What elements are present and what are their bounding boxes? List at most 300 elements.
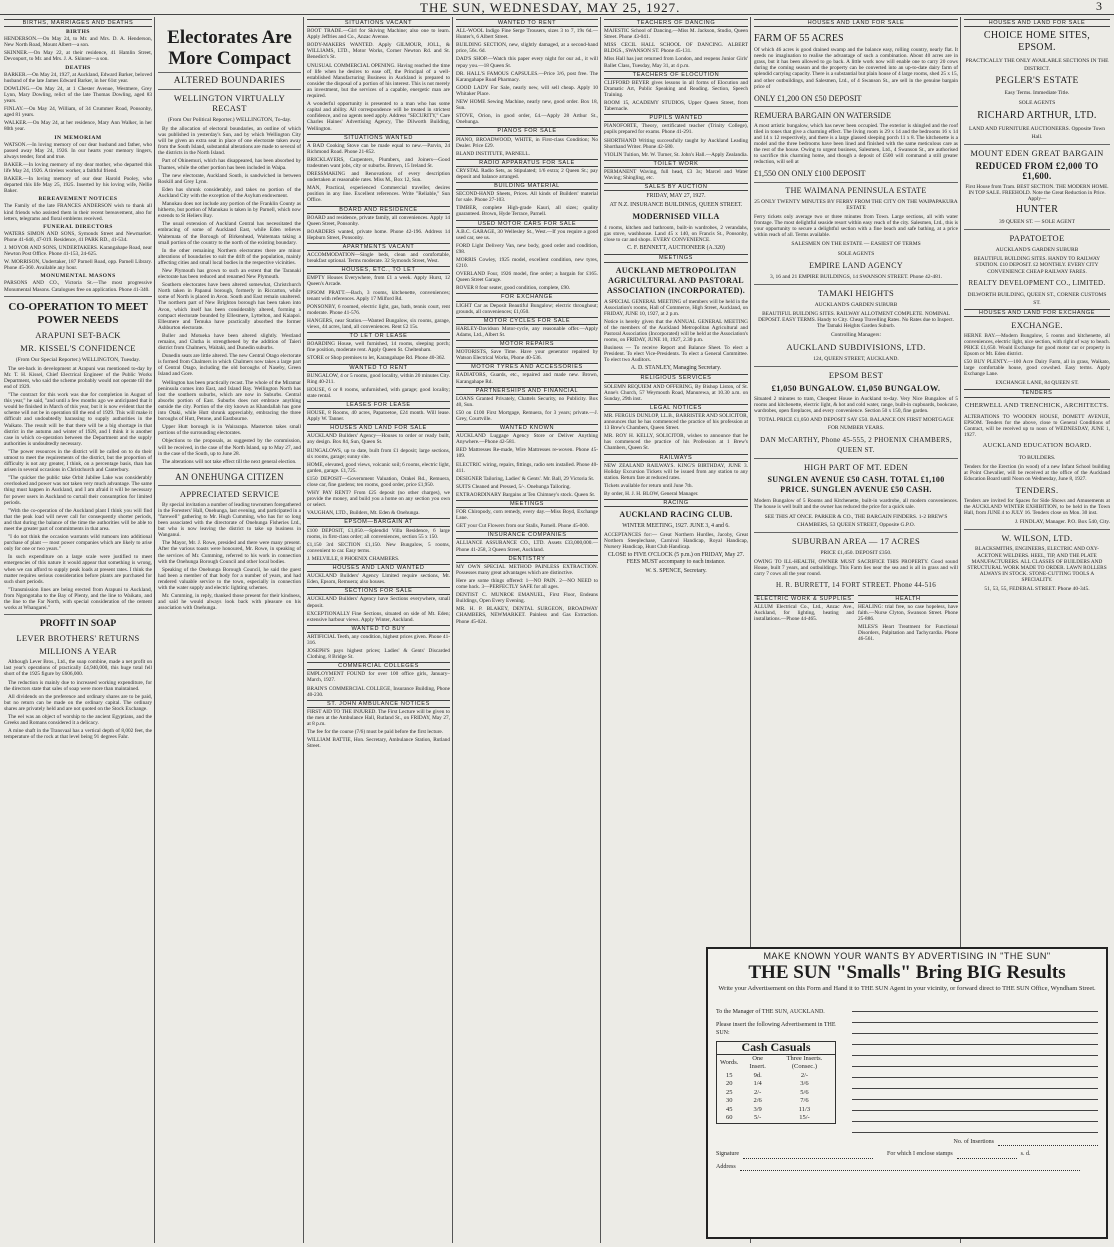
- ad-body: First House from Tram. BEST SECTION. THE MODERN HOME. IN TOP SALE. FREEHOLD. Note the Great Reduction in Price. Apply—: [965, 184, 1109, 203]
- meeting-body2: Notice is hereby given that the ANNUAL GENERAL MEETING of the members of the Auckland Metropolitan Agricultural and Pastoral Association (Incorporated) will be held at the Association's rooms, on FRIDAY, JUNE 10, 1927, 2.30 p.m.: [604, 318, 748, 344]
- divider: [754, 284, 958, 285]
- meeting-title: AUCKLAND METROPOLITAN AGRICULTURAL AND PASTORAL ASSOCIATION (INCORPORATED).: [606, 265, 746, 295]
- rate-words: 45: [725, 1105, 733, 1113]
- paragraph: Speaking of the Onehunga Borough Council, he said the guest had been a member of that body for a number of years, and had rendered valuable service to the town, especially in connection with the water supply and electric lighting schemes.: [158, 566, 301, 591]
- section-heading: MOTOR CYCLES FOR SALE: [456, 317, 598, 325]
- ad-body: Situated 2 minutes to tram, Cheapest House in Auckland to-day. Very Nice Bungalow of 5 rooms and kitchenette, electric light, & hot and cold water, range, built-in cupboards, bookcase, wardrobes, open fireplaces, and every convenience. Section 50 x 150, fine garden.: [754, 396, 958, 415]
- masthead-title: THE SUN, WEDNESDAY, MAY 25, 1927.: [420, 0, 681, 15]
- classified-ad: SHORTHAND Writing successfully taught by Auckland Leading Shorthand Writer. Phone 42-580.: [604, 137, 748, 150]
- ad-body: BEAUTIFUL BUILDING SITES. RAILWAY ALLOTMENT COMPLETE. NOMINAL DEPOSIT. EASY TERMS. Handy to City. Cheap Travelling Rates. No Rates due to Inspect. The Tamaki Heights Garden Suburb.: [758, 310, 954, 329]
- classified-ad: FIRST AID TO THE INJURED. The First Lecture will be given to the men at the Ambulance Hall, Rutland St., on FRIDAY, May 27, at 8 p.m.: [307, 708, 450, 727]
- notice: BAKER.—In loving memory of my dear mother, who departed this life May 24, 1926. A tireless worker, a faithful friend.: [4, 161, 152, 174]
- dateline: (From Our Political Reporter.) WELLINGTON, To-day.: [167, 117, 292, 123]
- rate-three: 11/3: [798, 1105, 811, 1113]
- ad-body: OWING TO ILL-HEALTH, OWNER MUST SACRIFICE THIS PROPERTY. Good sound House, built 7 years, and outbuildings. This Farm lies near the sea and is all in grass and will carry 7 cows all the year round.: [754, 558, 958, 577]
- ad-address: 51, 53, 55, FEDERAL STREET. Phone 40-345.: [984, 586, 1090, 592]
- article-subhead: MILLIONS A YEAR: [39, 646, 117, 657]
- ad-advertiser: REALTY DEVELOPMENT CO., LIMITED.: [968, 278, 1106, 287]
- section-heading: HOUSES AND LAND FOR SALE: [964, 19, 1110, 27]
- paragraph: "With the co-operation of the Auckland plant I think you will find that the peak load will never call for consequently shorter periods, and that during the balance of the time the authorities will be able to meet the greater part of commitments in that area.: [4, 507, 152, 532]
- classified-ad: SOLEMN REQUIEM AND OFFERING, By Bishop Liston, of St. Anne's Church, 57 Weymouth Road, Manurewa, at 10.30 a.m. on Sunday, 29th inst.: [604, 383, 748, 402]
- ad-address: EXCHANGE LANE, 84 QUEEN ST.: [995, 380, 1079, 387]
- signature-row: [716, 1151, 1098, 1159]
- rate-row: [717, 1080, 835, 1089]
- monumental-label: MONUMENTAL MASONS: [40, 273, 116, 280]
- auction-place: AT N.Z. INSURANCE BUILDINGS, QUEEN STREET.: [609, 202, 743, 209]
- section-heading: TEACHERS OF DANCING: [604, 19, 748, 27]
- section-heading: MOTOR REPAIRS: [456, 340, 598, 348]
- paragraph: Wellington has been practically recast. The whole of the Miramar peninsula comes into East, and Island Bay. Wellington North has lost the southern suburbs, which are now in Suburbs. Central absorbs portion of East. Suburbs does not embrace anything outside the city. Portion of the city known as Khandallah has gone into Otaki, while Hutt shrunk appreciably, embracing the three boroughs of Hutt, Petone, and Eastbourne.: [158, 379, 301, 423]
- section-heading: APARTMENTS VACANT: [307, 243, 450, 251]
- ad-advertiser: AUCKLAND SUBDIVISIONS, LTD.: [786, 342, 926, 353]
- auction-date: FRIDAY, MAY 27, 1927.: [646, 193, 706, 200]
- ad-advertiser: EMPIRE LAND AGENCY: [809, 261, 903, 271]
- divider: [158, 72, 301, 73]
- section-heading: PUPILS WANTED: [604, 114, 748, 122]
- section-heading: HOUSES, ETC., TO LET: [307, 266, 450, 274]
- ad-body: Ferry tickets only average two or three minutes from Town. Large sections, all with water frontage. The most delightful seaside resort within easy reach of the city. Salesmen, Ltd., this is your opportunity to secure a delightful section with a fine beach and safe bathing, at a price within reach of all. Terms available.: [754, 213, 958, 239]
- section-heading: EPSOM—BARGAIN AT: [307, 518, 450, 526]
- paragraph: Mr. Cumming, in reply, thanked those present for their kindness, and said he would always look back with pleasure on his association with Onehunga.: [158, 593, 301, 612]
- classified-ad: £150 DEPOSIT—Government Valuation, Orakei Rd., Remuera, close car, fine gardens; ten rooms, good order, price £1,950.: [307, 475, 450, 488]
- notice: HEALING: trial free, no case hopeless, have faith.—Nurse Clyton, Swanson Street. Phone 25-886.: [858, 603, 958, 623]
- classified-ad: ROVER 8 four seater, good condition, complete, £90.: [456, 285, 571, 292]
- racing-body: ACCEPTANCES for:— Great Northern Hurdles, Jacoby, Great Northern Steeplechase, Carnival Handicap, Royal Handicap, Nursery Handicap, Hunt Club Handicap.: [604, 532, 748, 551]
- classified-ad: EMPLOYMENT FOUND for over 100 office girls, January–March, 1927.: [307, 671, 450, 684]
- notice: WATERS SIMON AND SONS, Symonds Street and Newmarket. Phone 41-646, 47-019. Residence, 41 PARK RD., 41-534.: [4, 230, 152, 243]
- section-heading: RACING: [604, 499, 748, 507]
- ad-body: Tenders for the Erection (in wood) of a new Infant School building at Point Chevalier, will be received at the office of the Auckland Education Board until Noon on Wednesday, June 8, 1927.: [964, 463, 1110, 483]
- rate-three: 15/-: [799, 1114, 810, 1121]
- article-subhead: ALTERED BOUNDARIES: [173, 76, 286, 86]
- ad-address: 3, 16 and 21 EMPIRE BUILDINGS, 14 SWANSON STREET. Phone 42-481.: [770, 274, 942, 281]
- ad-address: DILWORTH BUILDING, QUEEN ST., CORNER CUSTOMS ST.: [967, 291, 1107, 306]
- classified-ad: BUILDING SECTION, new, slightly damaged, at a second-hand price, 56s. 6d.: [456, 42, 598, 55]
- section-heading: HOUSES AND LAND WANTED: [307, 564, 450, 572]
- section-heading: MEETINGS: [456, 500, 598, 508]
- divider: [964, 229, 1110, 230]
- classified-ad: Here are some things offered: 1—NO PAIN. 2—NO NEED to come back. 3—PERFECTLY SAFE for all ages.: [456, 577, 598, 591]
- classified-ad: BED Mattresses Re-made, Wire Mattresses re-woven. Phone 45-109.: [456, 447, 598, 460]
- rate-table-title: Cash Casuals: [717, 1042, 835, 1055]
- rate-table-grid: [717, 1055, 835, 1123]
- ad-address: 124, QUEEN STREET, AUCKLAND.: [813, 356, 899, 363]
- rate-one: 2/-: [754, 1088, 762, 1096]
- rate-three: 7/6: [800, 1097, 809, 1104]
- paragraph: By the allocation of electoral boundaries, an outline of which was published in yesterday's Sun, and by which Wellington City will be given an extra seat in place of one electorate taken away from the South Island, substantial alterations are made to several of the districts in the North Island.: [158, 126, 301, 157]
- classified-ad: MAN, Practical, experienced Commercial traveller, desires position in any line. Excellent references. Write "Reliable," Sun Office.: [307, 185, 450, 204]
- ad-address: 39 QUEEN ST. — SOLE AGENT: [999, 219, 1075, 226]
- auction-by: C. F. BENNETT, AUCTIONEER (A.320): [627, 245, 725, 252]
- classified-ad: WILLIAM BATTIE, Hon. Secretary, Ambulance Station, Rutland Street.: [307, 737, 450, 750]
- ad-advertiser: RICHARD ARTHUR, LTD.: [977, 110, 1097, 122]
- notice: MILES'S Heart Treatment for Functional Disorders, Palpitation and Tachycardia. Phone 46-561.: [858, 624, 958, 643]
- divider: [964, 529, 1110, 530]
- classified-ad: STOVE, Orion, in good order, £4.—Apply 28 Arthur St., Onehunga.: [456, 113, 598, 126]
- section-heading: LEASES FOR LEASE: [307, 401, 450, 409]
- section-heading: TOILET WORK: [604, 160, 748, 168]
- ad-title: PAPATOETOE: [1009, 233, 1065, 244]
- classified-ad: By order, H. J. H. BLOW, General Manager.: [604, 490, 699, 497]
- divider: [158, 485, 301, 486]
- small-ads-row: [754, 593, 958, 645]
- write-line[interactable]: [852, 1056, 1098, 1067]
- divider: [158, 468, 301, 469]
- ad-title: CHERWELL AND TRENCHICK, ARCHITECTS.: [965, 401, 1109, 409]
- classified-ad: Miss Hall has just returned from London, and reopens Junior Girls' Ballet Class, Tuesday, May 31, at 4 p.m.: [604, 56, 748, 69]
- write-line[interactable]: [852, 1034, 1098, 1045]
- classified-ad: HOUSE, 6 or 8 rooms, unfurnished, with garage; good locality; state rental.: [307, 386, 450, 399]
- auction-desc: 4 rooms, kitchen and bathroom, built-in wardrobes, 2 verandahs, gas stove, washhouse. Land 45 x 140, on Francis St., Ponsonby, close to car and shops. EVERY CONVENIENCE.: [604, 225, 748, 244]
- section-heading: RAILWAYS: [604, 454, 748, 462]
- ad-footer: SOLE AGENTS: [1018, 100, 1056, 107]
- section-heading: SITUATIONS VACANT: [307, 19, 450, 27]
- address-label: Address: [716, 1163, 736, 1170]
- rate-three: 5/6: [800, 1088, 809, 1096]
- ad-body: ALTERATIONS TO WOODEN HOUSE, DOMETT AVENUE, EPSOM. Tenders for the above, close to General Conditions of Contract, will be received up to noon of WEDNESDAY, JUNE 1, 1927.: [964, 413, 1110, 438]
- ad-body: Easy Terms. Immediate Title.: [1004, 90, 1070, 97]
- classified-ad: £100 DEPOSIT, £1,050.—Splendid Villa Residence, 6 large rooms, in first-class order; all conveniences, section 55 x 150.: [307, 527, 450, 540]
- divider: [754, 182, 958, 183]
- insertions-row: [716, 1139, 1098, 1147]
- enclose-tail: s. d.: [1020, 1151, 1031, 1157]
- rate-one: 2/6: [753, 1097, 762, 1104]
- ad-title: AUCKLAND EDUCATION BOARD.: [982, 441, 1092, 449]
- classified-ad: A.B.C. GARAGE, 30 Wellesley St., West.—If you require a good used car, see us.: [456, 228, 598, 241]
- form-lines[interactable]: [852, 1001, 1098, 1133]
- write-line[interactable]: [852, 1023, 1098, 1034]
- ad-advertiser: HUNTER: [1015, 204, 1059, 216]
- enclose-field[interactable]: [957, 1151, 1017, 1159]
- ad-advertiser: SEE THIS AT ONCE. PARKER & CO., THE BARGAIN FINDERS. 1-2 BREW'S CHAMBERS, 53 QUEEN STREET, Opposite G.P.O.: [764, 513, 948, 528]
- classified-ad: £1,150 3rd SECTION £1,150. New Bungalow, 5 rooms, convenient to car. Easy terms.: [307, 541, 450, 554]
- notice: ALLUM Electrical Co., Ltd., Anzac Ave., Auckland, for lighting, heating and installations.—Phone 44-465.: [754, 603, 854, 623]
- insertions-label: No. of Insertions: [953, 1138, 994, 1145]
- form-banner: MAKE KNOWN YOUR WANTS BY ADVERTISING IN "THE SUN": [763, 951, 1051, 961]
- classified-ad: CLIFFORD BEYER gives lessons in all forms of Elocution and Dramatic Art, Public Speaking and Reading. Section, Speech Training.: [604, 79, 748, 98]
- classified-ad: RADIATORS, Guards, etc., repaired and made new. Brown, Karangahape Rd.: [456, 372, 598, 385]
- rate-three: 3/6: [800, 1080, 809, 1087]
- column-1: [4, 17, 152, 1243]
- write-line[interactable]: [852, 1012, 1098, 1023]
- rate-one: 5/-: [754, 1114, 762, 1121]
- classified-ad: PIANO, BROADWOOD, WHITE, in First-class Condition; No Dealer. Price £29.: [456, 136, 598, 149]
- deaths-label: DEATHS: [65, 64, 91, 71]
- column-rule: [452, 17, 453, 1243]
- ad-price: PRICE £1,450. DEPOSIT £350.: [820, 549, 892, 556]
- notice: BARKER.—On May 24, 1927, at Auckland, Edward Barker, beloved husband of the late James Edward Barker, in her 61st year.: [4, 71, 152, 84]
- masthead: [0, 0, 1114, 15]
- classified-ad: LIGHT Car as Deposit Beautiful Bungalow; electric throughout; grounds, all conveniences; £1,050.: [456, 302, 598, 315]
- section-heading: HOUSES AND LAND FOR SALE: [754, 19, 958, 27]
- paragraph: Dunedin seats are little altered. The new Central Otago electorate is formed from Chalmers in which Chalmers now takes a large part of Central Otago, including the old boroughs of Naseby, Green Island and Gore.: [158, 353, 301, 378]
- column-4: [456, 17, 598, 1243]
- ad-title: MOUNT EDEN GREAT BARGAIN: [970, 148, 1104, 159]
- section-heading: TENDERS: [964, 389, 1110, 397]
- divider: [754, 458, 958, 459]
- classified-ad: DAD'S SHOP.—Watch this paper every night for our ad., it will repay you.—18 Queen St.: [456, 56, 598, 69]
- classified-ad: AUCKLAND Luggage Agency Store or Deliver Anything Anywhere.—Phone 42-581.: [456, 433, 598, 446]
- bereavement-label: BEREAVEMENT NOTICES: [38, 196, 118, 203]
- section-heading: RADIO APPARATUS FOR SALE: [456, 159, 598, 167]
- divider: [158, 89, 301, 90]
- classified-ad: GOOD LADY For Sale, nearly new, will sell cheap. Apply 10 Whitaker Place.: [456, 84, 598, 97]
- classified-ad: SECOND-HAND Sheets, Prices. All kinds of Builders' material for sale. Phone 27-103.: [456, 191, 598, 204]
- notice: J. MOYOR AND SONS, UNDERTAKERS. Karangahape Road, near Newton Post Office. Phone 41-153, 24-625.: [4, 245, 152, 258]
- paragraph: New Plymouth has grown to such an extent that the Taranaki electorate has been reduced and renamed New Plymouth.: [158, 267, 301, 281]
- address-row: [716, 1164, 1098, 1172]
- rate-words: 60: [725, 1114, 733, 1121]
- notice: FINLAY.—On May 24, William, of 34 Crummer Road, Ponsonby, aged 81 years.: [4, 106, 152, 119]
- article-subhead: ARAPUNI SET-BACK: [35, 329, 121, 340]
- ad-subtitle: TO BUILDERS.: [1018, 454, 1056, 461]
- racing-close: CLOSE to FIVE O'CLOCK (5 p.m.) on FRIDAY, May 27. FEES MUST accompany to each instance.: [607, 552, 745, 566]
- classified-ad: OVERLAND Four, 1926 model, fine order; a bargain for £165. Queen Street Garage.: [456, 271, 598, 284]
- ad-title: TENDERS.: [1015, 485, 1059, 496]
- rate-three: 2/-: [800, 1071, 809, 1079]
- ad-address: LAND AND FURNITURE AUCTIONEERS. Opposite Town Hall.: [968, 126, 1106, 141]
- column-2: [158, 17, 301, 1243]
- section-heading: SITUATIONS WANTED: [307, 134, 450, 142]
- classified-ad: ROOM 15, ACADEMY STUDIOS, Upper Queen Street, from Tabernacle.: [604, 100, 748, 113]
- section-heading: LEGAL NOTICES: [604, 404, 748, 412]
- section-heading: HOUSES AND LAND FOR SALE: [307, 424, 450, 432]
- section-heading: WANTED TO RENT: [456, 19, 598, 27]
- paragraph: The alterations will not take effect till the next general election.: [162, 458, 297, 465]
- paragraph: Eden has shrunk considerably, and takes no portion of the Auckland City with the exception of the Asylum endowment.: [158, 186, 301, 199]
- paragraph: The new electorate, Auckland South, is sandwiched in between Roskill and Grey Lynn.: [158, 172, 301, 185]
- ad-price: REDUCED FROM £2,000 TO £1,600.: [975, 161, 1099, 182]
- signature-field[interactable]: [743, 1151, 873, 1159]
- rate-words: 15: [725, 1071, 733, 1079]
- classified-ad: HANGERS, near Station.—Wanted Bungalow, six rooms, garage, views, 44 acres, land, all conveniences. Rent £2 15s.: [307, 317, 450, 331]
- classified-ad: TIMBER, complete High-grade Kauri, all sizes; quality guaranteed. Brown, Hyde Terrace, Parnell.: [456, 205, 598, 218]
- paragraph: Part of Ohinemuri, which has disappeared, has been absorbed by Thames, while the other portion has been included in Waipa.: [158, 158, 301, 171]
- write-line[interactable]: [852, 1078, 1098, 1089]
- column-rule: [600, 17, 601, 1243]
- rate-words: 20: [725, 1080, 733, 1087]
- classified-ad: WHY PAY RENT? From £25 deposit (no other charges), we provide the money, and build you a home on any section you own or select.: [307, 490, 450, 509]
- notice: WALKER.—On May 24, at her residence, Mary Ann Walker, in her 80th year.: [4, 120, 152, 133]
- write-line[interactable]: [852, 1111, 1098, 1122]
- form-body: [716, 1001, 1098, 1133]
- signature-label: Signature: [716, 1151, 739, 1157]
- ad-subtitle: 25 ONLY TWENTY MINUTES BY FERRY FROM THE CITY ON THE WAIPAPAKURA ESTATE: [754, 198, 958, 212]
- ad-footer: SOLE AGENTS: [837, 251, 875, 258]
- paragraph: The eel was an object of worship to the ancient Egyptians, and the Greeks and Romans considered it a delicacy.: [4, 713, 152, 727]
- classified-ad: MY OWN SPECIAL METHOD PAINLESS EXTRACTION. Possesses many great advantages which are distinctive.: [456, 563, 598, 576]
- classified-ad: BRAIN'S COMMERCIAL COLLEGE, Insurance Building, Phone 40-230.: [307, 685, 450, 698]
- section-heading: MOTOR TYRES AND ACCESSORIES: [456, 363, 598, 371]
- classified-ad: ELECTRIC wiring, repairs, fittings, radio sets installed. Phone 40-411.: [456, 461, 598, 474]
- classified-ad: A wonderful opportunity is presented to a man who has some capital and ability. All correspondence will be treated in strictest confidence, and no agents need apply. Address "SECURITY," Care Charles Haines' Advertising Agency, The Dilworth Building, Wellington.: [307, 101, 450, 132]
- paragraph: "The quicker the public take Orbit Jubilee Lake was considerably overlooked and power was not taken very much advantage. The same thing must happen in Auckland, and I am afraid it will be necessary for power users in Auckland to curtail their consumption for limited periods.: [4, 475, 152, 506]
- classified-ad: AUCKLAND Builders' Agency Limited require sections, Mt. Eden, Epsom, Remuera; also houses.: [307, 573, 450, 586]
- section-heading: COMMERCIAL COLLEGES: [307, 662, 450, 670]
- dateline: (From Our Special Reporter.) WELLINGTON, Tuesday.: [15, 356, 141, 363]
- auction-title: MODERNISED VILLA: [632, 212, 720, 222]
- column-7: [964, 17, 1110, 942]
- rate-table-header: [717, 1055, 835, 1072]
- ad-price: £1,050 BUNGALOW. £1,050 BUNGALOW.: [771, 383, 941, 394]
- write-line[interactable]: [852, 1100, 1098, 1111]
- ad-advertiser: DAN McCARTHY, Phone 45-555, 2 PHOENIX CHAMBERS, QUEEN ST.: [760, 436, 952, 455]
- classified-ad: HARLEY-Davidson Motor-cycle, any reasonable offer.—Apply Adams, Ltd., Albert St.: [456, 325, 598, 338]
- classified-ad: MISS CECIL HALL SCHOOL OF DANCING. ALBERT BLDGS., SWANSON ST. Phone 45-131.: [604, 42, 748, 55]
- classified-ad: ALLIANCE ASSURANCE CO., LTD. Assets £33,000,000.—Phone 41-258, 3 Queen Street, Auckland.: [456, 540, 598, 553]
- form-addressee: To the Manager of THE SUN, AUCKLAND.: [716, 1008, 825, 1015]
- ad-advertiser: H. R. BURRETT, 14 FORT STREET. Phone 44-516: [775, 580, 937, 589]
- notice: The Family of the late FRANCES ANDERSON wish to thank all kind friends who assisted them in their recent bereavement, also for letters, telegrams and floral emblems received.: [4, 203, 152, 222]
- ad-title: THE WAIMANA PENINSULA ESTATE: [785, 185, 927, 195]
- article-subhead: WELLINGTON VIRTUALLY RECAST: [173, 93, 286, 113]
- paragraph: Southern electorates have been altered somewhat, Christchurch North taken in Papanui borough, formerly in Riccarton, while some of North is placed in Avon. South and East remain unaltered. The northern part of New Brighton borough has been taken into Avon, which itself has been considerably altered, forming a compact electorate bounded by Ellesmere, Lyttelton, and Kaiapoi. Ellesmere and Temuka have practically absorbed the former Ashburton electorate.: [158, 282, 301, 331]
- insertions-field[interactable]: [998, 1139, 1098, 1147]
- meeting-body: A SPECIAL GENERAL MEETING of members will be held in the Association's rooms, Hall of Commerce, High Street, Auckland, on FRIDAY, JUNE 10, 1927, at 2 p.m.: [604, 298, 748, 317]
- article-headline: AN ONEHUNGA CITIZEN: [175, 471, 284, 482]
- classified-ad: MAJESTIC School of Dancing.—Miss M. Jackson, Studio, Queen Street. Phone 43-041.: [604, 28, 748, 41]
- classified-ad: DESIGNER Tailoring, Ladies' & Gents'. Mr. Ball, 29 Victoria St.: [456, 475, 595, 482]
- classified-ad: BUNGALOWS, up to date, built from £1 deposit; large sections, six rooms, garage; sunny site.: [307, 447, 450, 460]
- classified-ad: PERMANENT Waving, full head, £3 3s; Marcel and Water Waving; Shingling, etc.: [604, 168, 748, 181]
- classified-order-form: [706, 947, 1108, 1239]
- ad-body: Tenders are invited for Spaces for Side Shows and Amusements at the AUCKLAND WINTER EXHIBITION, to be held in the Town Hall, from JUNE 4 to JULY 16. Tenders close on Mon. 30 inst.: [964, 498, 1110, 517]
- ad-title: PEGLER'S ESTATE: [995, 76, 1079, 87]
- page-number: 3: [1096, 0, 1102, 13]
- funeral-label: FUNERAL DIRECTORS: [43, 223, 113, 230]
- ad-title: REMUERA BARGAIN ON WATERSIDE: [754, 111, 891, 121]
- ad-price: ONLY £1,200 ON £50 DEPOSIT: [754, 93, 862, 103]
- classified-ad: BLAND INSTITUTE, PARNELL.: [456, 150, 530, 157]
- paragraph: Objections to the proposals, as suggested by the commission, will be received, in the case of the North Island, up to May 27, and in the case of the South, up to June 28.: [158, 438, 301, 457]
- classified-ad: MR. ROY H. KELLY, SOLICITOR, wishes to announce that he has commenced the practice of his Profession at 1 Brew's Chambers, Queen St.: [604, 433, 748, 452]
- ad-subtitle: AUCKLAND'S GARDEN SUBURB: [814, 301, 898, 308]
- section-heading: PIANOS FOR SALE: [456, 127, 598, 135]
- births-label: BIRTHS: [66, 29, 90, 36]
- ad-body: Modern Bungalow of 5 Rooms and Kitchenette, built-in wardrobe, all modern conveniences. The house is well built and the owner has reduced the price for a quick sale.: [754, 498, 958, 511]
- classified-ad: DRESSMAKING and Renovations of every description undertaken at reasonable rates. Miss M., Box 12, Sun.: [307, 171, 450, 184]
- section-heading: HEALTH: [858, 595, 958, 603]
- rate-one: 1/4: [753, 1080, 762, 1087]
- classified-ad: MR. FERGUS DUNLOP, LL.B., BARRISTER AND SOLICITOR, announces that he has commenced the practice of his profession at 13 Brew's Chambers, Queen Street.: [604, 412, 748, 432]
- classified-ad: MR. H. P. BLAKEY, DENTAL SURGEON, BROADWAY CHAMBERS, NEWMARKET. Painless and Gas Extraction. Phone 45-024.: [456, 606, 598, 625]
- address-field[interactable]: [740, 1164, 1080, 1172]
- section-heading: ELECTRIC WORK & SUPPLIES: [754, 595, 854, 603]
- section-heading: USED MOTOR CARS FOR SALE: [456, 220, 598, 228]
- meeting-by: A. D. STANLEY, Managing Secretary.: [630, 365, 722, 372]
- section-heading: PARTNERSHIPS AND FINANCIAL: [456, 387, 598, 395]
- divider: [964, 144, 1110, 145]
- classified-ad: EXTRAORDINARY Bargains at Ten Chimney's stock. Queen St.: [456, 491, 596, 498]
- section-heading: ST. JOHN AMBULANCE NOTICES: [307, 700, 450, 708]
- section-heading: WANTED TO BUY: [307, 625, 450, 633]
- write-line[interactable]: [852, 1122, 1098, 1133]
- rate-row: [717, 1072, 835, 1081]
- column-rule: [303, 17, 304, 1243]
- rate-row: [717, 1097, 835, 1106]
- article-headline: PROFIT IN SOAP: [39, 619, 117, 630]
- ad-price: SUNGLEN AVENUE £50 CASH. TOTAL £1,100 PRICE. SUNGLEN AVENUE £50 CASH.: [767, 475, 945, 495]
- rate-one: 9d.: [753, 1071, 762, 1079]
- classified-ad: LOANS Granted Privately, Chattels Security, no Publicity. Box 40, Sun.: [456, 395, 598, 408]
- column-rule: [154, 17, 155, 1243]
- divider: [754, 106, 958, 107]
- section-heading: WANTED KNOWN: [456, 424, 598, 432]
- classified-ad: ALL-WOOL Indigo Fine Serge Trousers, sizes 3 to 7, 19s 6d.—Hunter's, 6 Albert Street.: [456, 28, 598, 41]
- paragraph: "Transmission lines are being erected from Arapuni to Auckland, from Ngongotaha to the Bay of Plenty, and the line to Waikato, and the line to the Far North, with special consideration of the cement works at Whangarei.": [4, 586, 152, 612]
- ad-footer: Controlling Managers:: [831, 332, 881, 339]
- electric-section: [754, 593, 854, 645]
- ad-title: SUBURBAN AREA — 17 ACRES: [791, 535, 921, 546]
- write-line[interactable]: [852, 1045, 1098, 1056]
- ad-body: BEAUTIFUL BUILDING SITES. HANDY TO RAILWAY STATION. £10 DEPOSIT. £2 MONTHLY. EVERY CITY CONVENIENCE CHEAP RAILWAY FARES.: [973, 256, 1101, 275]
- ad-advertiser: J. FINDLAY, Manager. P.O. Box 540, City.: [1014, 519, 1110, 526]
- ad-title: TAMAKI HEIGHTS: [818, 287, 894, 298]
- rate-one: 3/9: [753, 1105, 762, 1113]
- paragraph: All dividends on the preference and ordinary shares are to be paid, but no return can be made on the ordinary capital. The ordinary shares are privately held and are not quoted on the Stock Exchange.: [4, 693, 152, 712]
- classified-ad: EMPTY Houses Everywhere, from £1 a week. Apply Hurst, 12 Queen's Arcade.: [307, 275, 450, 288]
- divider: [754, 532, 958, 533]
- paragraph: By special invitation a number of leading townsmen foregathered in the Foresters' Hall, Onehunga, last evening, and participated in a "farewell" gathering to Mr. Hugh Cumming, who has for so long been associated with the directorate of Onehunga Fisheries Ltd., but who is now leaving the district to take up business in Wanganui.: [158, 501, 301, 539]
- rate-words: 30: [725, 1097, 733, 1104]
- paragraph: Manukau does not include any portion of the Franklin County as hitherto, but portion of Manukau is taken in by Parnell, which now extends to St Heliers Bay.: [158, 201, 301, 220]
- divider: [4, 296, 152, 297]
- notice: PARSONS AND CO., Victoria St.—The most progressive Monumental Masons. Catalogues free on application. Phone 41-340.: [4, 280, 152, 293]
- write-line[interactable]: [852, 1067, 1098, 1078]
- paragraph: The usual extension of Auckland Central has necessitated the embracing of some of Auckland East, while Eden relieves Waitemata of the Borough of Birkenhead, Waitemata taking a small portion of the country to the north of the existing boundary.: [158, 221, 301, 246]
- column-3: [307, 17, 450, 1243]
- section-heading: BUILDING MATERIAL: [456, 182, 598, 190]
- article-subhead: APPRECIATED SERVICE: [179, 488, 280, 499]
- ad-title: EXCHANGE.: [1011, 319, 1063, 330]
- ad-title: CHOICE HOME SITES, EPSOM.: [983, 30, 1091, 54]
- classified-ad: VIOLIN Tuition, Mr. W. Turner, St. John's Hall.—Apply Zealandia.: [604, 151, 748, 158]
- ad-title: FARM OF 55 ACRES: [754, 33, 844, 45]
- ad-terms: TOTAL PRICE £1,050 AND DEPOSIT SAY £50. BALANCE ON FIRST MORTGAGE FOR NUMBER YEARS.: [758, 417, 954, 432]
- rate-col-header: Words.: [720, 1058, 739, 1066]
- section-heading: FOR EXCHANGE: [456, 293, 598, 301]
- ad-body: £50 BUY PLENTY.—100 Acre Dairy Farm, all in grass, Waikato, large comfortable house, good cowshed. Easy terms. Apply Exchange Lane.: [964, 359, 1110, 378]
- classified-ad: ARTIFICIAL Teeth, any condition, highest prices given. Phone 41-316.: [307, 633, 450, 646]
- rate-row: [717, 1114, 835, 1123]
- classified-ad: PONSONBY, 6 roomed, electric light, gas, bath, tennis court, rent moderate. Phone 41-576.: [307, 303, 450, 316]
- racing-by: W. S. SPENCE, Secretary.: [645, 568, 707, 575]
- paragraph: The Mayor, Mr. J. Rowe, presided and there were many present. After the various toasts were honoured, Mr. Rowe, in speaking of the services of Mr. Cumming, referred to his work in connection with the Onehunga Borough Council and other local bodies.: [158, 540, 301, 565]
- write-line[interactable]: [852, 1001, 1098, 1012]
- article-headline: CO-OPERATION TO MEET POWER NEEDS: [8, 300, 148, 326]
- classified-ad: EXCEPTIONALLY Fine Sections, situated on side of Mt. Eden; extensive harbour views. Apply Winter, Auckland.: [307, 610, 450, 623]
- classified-ad: GET your Cut Flowers from our Stalls, Parnell. Phone 45-000.: [456, 523, 589, 530]
- paragraph: "I do not think the occasion warrants wild rumours into additional purchase of plant — most power companies which are likely to arise only for one or two years.": [4, 534, 152, 553]
- paragraph: "The contract for this work was due for completion in August of this year," he said, "and until a few months ago we anticipated that it would be finished in March of this year, but it is now evident that the scheme will not be in operation till the end of 1929. This will make it difficult and undoubtedly harassing to supply authorities in the Waikato. The result will be that there will be a big shortage in that district in the autumn and winter of 1928, and I think it is another case in which co-operation between the Department and the supply authorities is undoubtedly necessary.: [4, 392, 152, 447]
- classified-ad: HOME, elevated, good views, volcanic soil; 6 rooms, electric light, garden, garage. £1,725.: [307, 461, 450, 474]
- paragraph: The reduction is mainly due to increased working expenditure, for the directors state that sales of soap were more than maintained.: [4, 679, 152, 692]
- ad-footer: SALESMEN ON THE ESTATE — EASIEST OF TERMS: [791, 241, 921, 248]
- classified-ad: AUCKLAND Builders' Agency have Sections everywhere, small deposit.: [307, 596, 450, 609]
- meeting-business: Business — To receive Report and Balance Sheet. To elect a President. To elect Vice-Presidents. To elect a General Committee. To elect two Auditors.: [604, 345, 748, 364]
- ad-title: EPSOM BEST: [828, 370, 884, 381]
- divider: [4, 614, 152, 615]
- classified-ad: BOARDING House, well furnished, 14 rooms, sleeping porch; fine position, moderate rent. Apply Queen St. Cheltenham.: [307, 341, 450, 354]
- ad-body: A most artistic bungalow, which has never been occupied. The exterior is shingled and the roof tiled in tones that give a charming effect. The living room is 29 x 14 and the bedrooms 16 x 14 and 14 x 12 respectively, and there is a large glassed sleeping porch 11 x 8. The kitchenette is a model and the three bedrooms have been lined and finished with the same meticulous care as the rest of the house. Owing to urgent business, Salesmen, Ltd., 4 Swanson St., are authorised to sacrifice this charming home, and though a deposit of £500 will command a still greater reduction, will sell at: [754, 122, 958, 166]
- rate-words: 25: [725, 1088, 733, 1096]
- notice: WATSON.—In loving memory of our dear husband and father, who passed away May 24, 1926. In our hearts your memory lingers, always tender, fond and true.: [4, 141, 152, 160]
- classified-ad: BOOT TRADE.—Girl for Skiving Machine; also one to learn. Apply Jeffries and Co., Anzac Avenue.: [307, 28, 450, 41]
- form-request: Please insert the following Advertisement in THE SUN:: [716, 1022, 836, 1036]
- classified-ad: BUNGALOW, 4 or 5 rooms, good locality, within 20 minutes City. Ring 40-211.: [307, 372, 450, 385]
- write-line[interactable]: [852, 1089, 1098, 1100]
- classified-ad: J. MELVILLE, 8 PHOENIX CHAMBERS.: [307, 555, 400, 562]
